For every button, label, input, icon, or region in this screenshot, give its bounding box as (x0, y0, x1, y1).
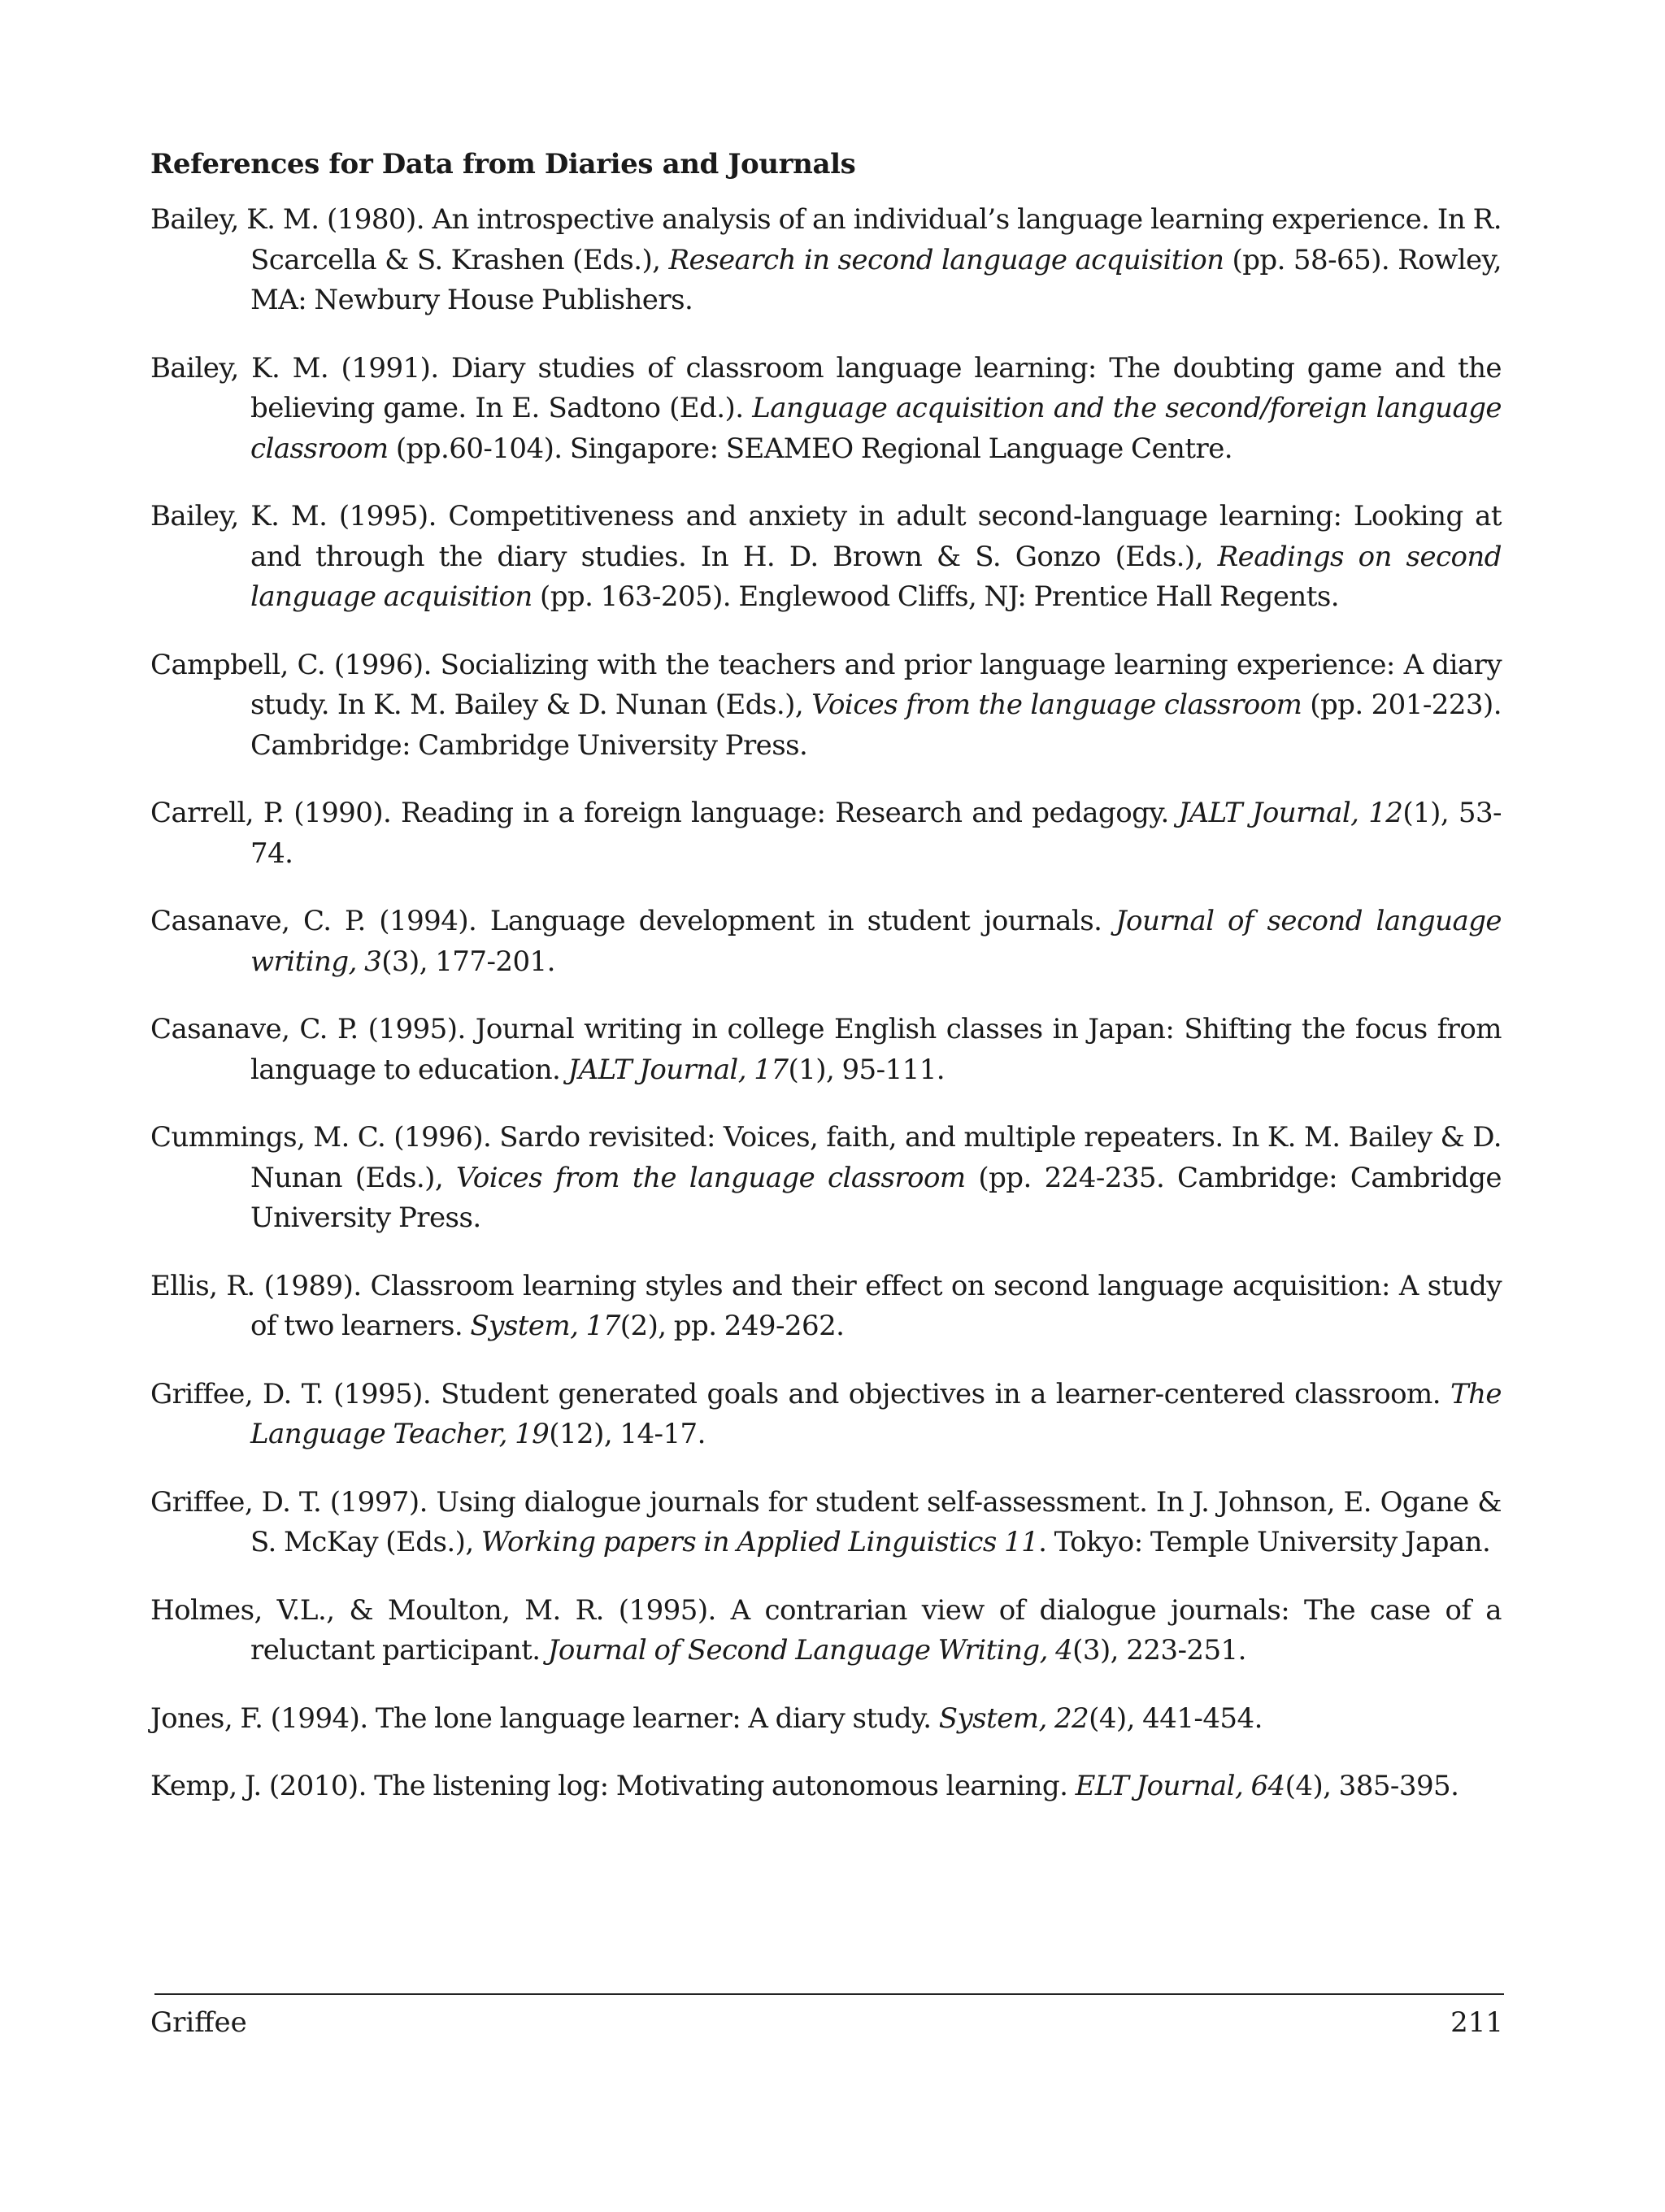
reference-text: Bailey, K. M. (1991). Diary studies of classroom language learning: The doubting game and the believing game. In E. Sadtono (Ed.). (150, 351, 1502, 424)
reference-entry (150, 1010, 1502, 1090)
reference-text: (4), 441-454. (1089, 1701, 1263, 1735)
reference-text: (2), pp. 249-262. (619, 1310, 845, 1342)
reference-title: System, 17 (470, 1310, 620, 1342)
reference-entry (150, 793, 1502, 874)
reference-title: JALT Journal, 12 (1178, 797, 1403, 829)
reference-title: System, 22 (938, 1701, 1089, 1735)
reference-text: Cummings, M. C. (1996). Sardo revisited: Voices, faith, and multiple repeaters. In K. M. Bailey & D. Nunan (Eds.), (150, 1121, 1502, 1194)
reference-text: (1), 53-74. (250, 797, 1502, 870)
reference-text: Carrell, P. (1990). Reading in a foreign language: Research and pedagogy. (150, 797, 1179, 829)
reference-text: Casanave, C. P. (1994). Language development in student journals. (150, 905, 1115, 937)
reference-text: Bailey, K. M. (1995). Competitiveness and anxiety in adult second-language learning: Looking at and through the diary studies. In H. D. Brown & S. Gonzo (Eds.), (150, 500, 1502, 573)
reference-text: Kemp, J. (2010). The listening log: Motivating autonomous learning. (150, 1770, 1076, 1802)
footer-divider (154, 1993, 1504, 1995)
reference-text: (3), 177-201. (381, 945, 555, 978)
reference-title: Research in second language acquisition (668, 243, 1224, 276)
reference-text: Griffee, D. T. (1995). Student generated goals and objectives in a learner-centered classroom. (150, 1377, 1450, 1410)
reference-entry (150, 1767, 1502, 1807)
reference-text: (pp.60-104). Singapore: SEAMEO Regional Language Centre. (388, 432, 1233, 465)
reference-title: Voices from the language classroom (811, 689, 1302, 721)
reference-text: (1), 95-111. (788, 1053, 946, 1086)
reference-entry (150, 1118, 1502, 1239)
reference-text: (pp. 58-65). Rowley, MA: Newbury House Publishers. (250, 243, 1502, 316)
reference-title: Journal of second language writing, 3 (250, 905, 1502, 978)
reference-text: Griffee, D. T. (1997). Using dialogue journals for student self-assessment. In J. Johnson, E. Ogane & S. McKay (Eds.), (150, 1485, 1502, 1558)
section-heading: References for Data from Diaries and Journals (150, 148, 856, 180)
reference-text: (4), 385-395. (1285, 1770, 1459, 1802)
references-section (150, 145, 1502, 1835)
page-number: 211 (1450, 2006, 1503, 2039)
reference-text: Campbell, C. (1996). Socializing with the teachers and prior language learning experience: A diary study. In K. M. Bailey & D. Nunan (Eds.), (150, 648, 1502, 721)
reference-title: Readings on second language acquisition (250, 540, 1502, 613)
reference-text: (12), 14-17. (549, 1418, 706, 1450)
reference-entry (150, 1699, 1502, 1740)
reference-text: Ellis, R. (1989). Classroom learning styles and their effect on second language acquisition: A study of two learners. (150, 1269, 1502, 1342)
reference-entry (150, 1375, 1502, 1455)
footer-author: Griffee (150, 2006, 247, 2039)
reference-text: . Tokyo: Temple University Japan. (1038, 1526, 1491, 1558)
reference-title: Voices from the language classroom (455, 1161, 966, 1194)
reference-title: Language acquisition and the second/foreign language classroom (250, 392, 1502, 465)
reference-list (150, 200, 1502, 1807)
reference-entry (150, 200, 1502, 321)
reference-text: Casanave, C. P. (1995). Journal writing in college English classes in Japan: Shifting the focus from language to education. (150, 1013, 1502, 1086)
reference-text: Jones, F. (1994). The lone language learner: A diary study. (150, 1701, 939, 1735)
reference-entry (150, 1267, 1502, 1347)
reference-entry (150, 349, 1502, 470)
reference-title: Working papers in Applied Linguistics 11 (480, 1526, 1039, 1558)
reference-title: JALT Journal, 17 (567, 1053, 789, 1086)
reference-entry (150, 1483, 1502, 1563)
reference-entry (150, 645, 1502, 767)
reference-title: The Language Teacher, 19 (250, 1377, 1502, 1450)
reference-text: Bailey, K. M. (1980). An introspective analysis of an individual’s language learning experience. In R. Scarcella & S. Krashen (Eds.), (150, 203, 1502, 276)
reference-entry (150, 497, 1502, 618)
reference-text: (pp. 163-205). Englewood Cliffs, NJ: Prentice Hall Regents. (532, 580, 1340, 613)
reference-title: ELT Journal, 64 (1075, 1770, 1285, 1802)
reference-title: Journal of Second Language Writing, 4 (547, 1634, 1073, 1667)
reference-text: Holmes, V.L., & Moulton, M. R. (1995). A contrarian view of dialogue journals: The case of a reluctant participant. (150, 1593, 1502, 1667)
reference-entry (150, 902, 1502, 982)
reference-text: (3), 223-251. (1072, 1634, 1246, 1667)
reference-text: (pp. 224-235. Cambridge: Cambridge University Press. (250, 1161, 1502, 1234)
reference-entry (150, 1591, 1502, 1671)
reference-text: (pp. 201-223). Cambridge: Cambridge University Press. (250, 689, 1502, 762)
